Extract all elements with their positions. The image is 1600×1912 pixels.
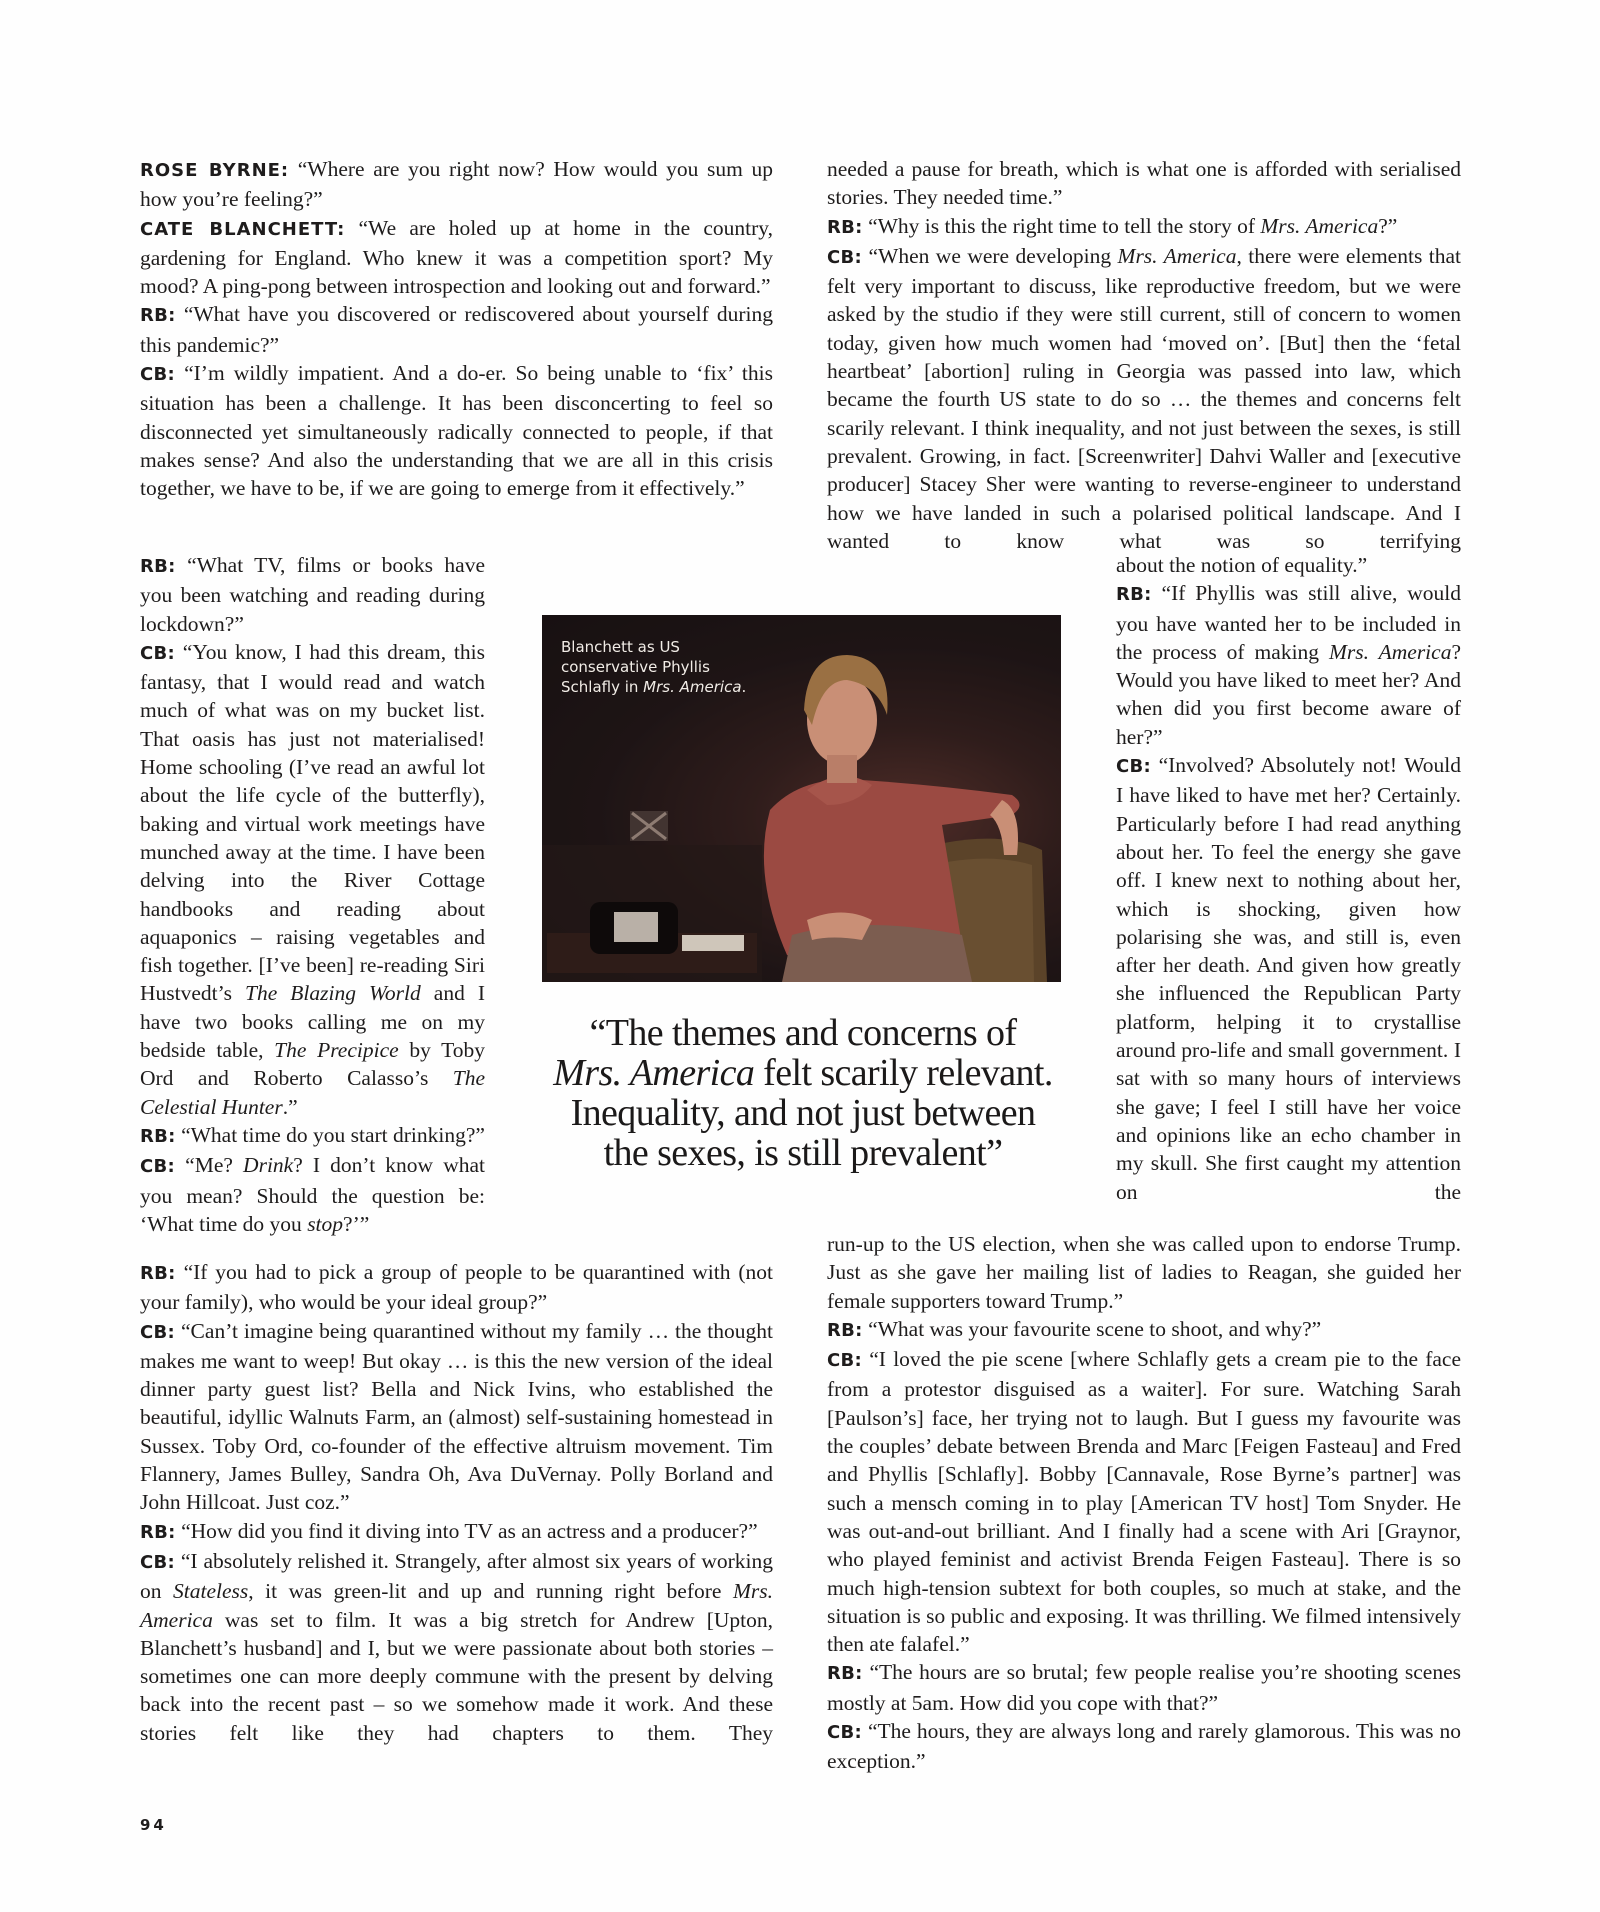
page-number: 94 [140,1816,167,1834]
qa-answer: CB: “Can’t imagine being quarantined without my family … the thought makes me want to weep! But okay … is this the new version of the ideal dinner party guest list? Bella and Nick Ivins, who established the beautiful, idyllic Walnuts Farm, an (almost) self-sustaining homestead in Sussex. Toby Ord, co-founder of the effective altruism movement. Tim Flannery, James Bulley, Sandra Oh, Ava DuVernay. Polly Borland and John Hillcoat. Just coz.” [140,1318,774,1515]
book-title: The Blazing World [245,981,421,1006]
right-column-bottom [827,1230,1461,1776]
speaker-label: RB: [140,1263,176,1284]
speaker-label: CB: [827,246,863,268]
speaker-label: ROSE BYRNE: [140,160,290,181]
speaker-label: CB: [140,642,176,664]
qa-question: RB: “If you had to pick a group of people to be quarantined with (not your family), who would be your ideal group?” [140,1260,773,1315]
qa-answer: CB: “Involved? Absolutely not! Would I have liked to have met her? Certainly. Particularly before I had read anything about her. To feel the energy she gave off. I knew next to nothing about her, which is shocking, given how polarising she was, and still is, even after her death. And given how greatly she influenced the Republican Party platform, helping it to crystallise around pro-life and small government. I sat with so many hours of interviews she gave; I feel I still have her voice and opinions like an echo chamber in my skull. She first caught my attention on the [1116,753,1461,1204]
speaker-label: RB: [827,1319,863,1341]
right-column-narrow [1116,551,1461,1206]
speaker-label: RB: [827,1663,863,1685]
right-column-top [827,155,1461,555]
book-title: The Precipice [274,1038,399,1063]
qa-answer: CB: “The hours, they are always long and rarely glamorous. This was no exception.” [827,1719,1462,1774]
qa-answer: CB: “I’m wildly impatient. And a do-er. So being unable to ‘fix’ this situation has been a challenge. It has been disconcerting to feel so disconnected yet simultaneously radically connected to people, if that makes sense? And also the understanding that we are all in this crisis together, we have to be, if we are going to emerge from it effectively.” [140,361,773,501]
speaker-label: CB: [827,1722,863,1744]
qa-question: RB: “The hours are so brutal; few people realise you’re shooting scenes mostly at 5am. How did you cope with that?” [827,1660,1461,1715]
qa-answer-continued: run-up to the US election, when she was called upon to endorse Trump. Just as she gave her mailing list of ladies to Reagan, she guided her female supporters toward Trump.” [827,1232,1461,1313]
speaker-label: RB: [827,216,863,238]
qa-question: RB: “Why is this the right time to tell the story of Mrs. America?” [827,213,1398,238]
speaker-label: RB: [140,1521,176,1543]
left-column-narrow [140,551,485,1238]
qa-answer: CATE BLANCHETT: “We are holed up at home in the country, gardening for England. Who knew it was a competition sport? My mood? A ping-pong between introspection and looking out and forward.” [140,215,773,299]
still-photo-mrs-america [542,615,1061,982]
qa-answer-end: about the notion of equality.” [1116,553,1368,577]
qa-answer: CB: “You know, I had this dream, this fantasy, that I would read and watch much of what was on my bucket list. That oasis has just not materialised! Home schooling (I’ve read an awful lot about the life cycle of the butterfly), baking and virtual work meetings have munched away at the time. I have been delving into the River Cottage handbooks and reading about aquaponics – raising vegetables and fish together. [I’ve been] re-reading Siri Hustvedt’s The Blazing World and I have two books calling me on my bedside table, The Precipice by Toby Ord and Roberto Calasso’s The Celestial Hunter.” [140,639,485,1119]
speaker-label: CB: [140,364,176,386]
speaker-label: CB: [1116,756,1152,778]
speaker-label: CATE BLANCHETT: [140,218,346,240]
qa-question: RB: “What TV, films or books have you been watching and reading during lockdown?” [140,553,486,636]
qa-question: RB: “How did you find it diving into TV as an actress and a producer?” [140,1518,758,1543]
qa-question: ROSE BYRNE: “Where are you right now? How would you sum up how you’re feeling?” [140,157,773,212]
left-column-bottom [140,1258,773,1747]
speaker-label: CB: [827,1350,863,1372]
qa-answer: CB: “Me? Drink? I don’t know what you mean? Should the question be: ‘What time do you stop?’” [140,1153,485,1236]
speaker-label: RB: [140,305,176,327]
speaker-label: RB: [1116,584,1152,606]
qa-answer-continued: needed a pause for breath, which is what one is afforded with serialised stories. They needed time.” [827,157,1461,210]
speaker-label: CB: [140,1321,176,1343]
speaker-label: CB: [140,1156,176,1178]
qa-question: RB: “What time do you start drinking?” [140,1122,485,1147]
left-column-top [140,155,773,503]
pull-quote: “The themes and concerns of Mrs. America felt scarily relevant. Inequality, and not just between the sexes, is still prevalent” [553,1012,1053,1174]
photo-caption: Blanchett as US conservative Phyllis Schlafly in Mrs. America. [561,638,747,696]
qa-question: RB: “If Phyllis was still alive, would you have wanted her to be included in the process of making Mrs. America? Would you have liked to meet her? And when did you first become aware of her?” [1116,581,1462,749]
speaker-label: CB: [140,1551,176,1573]
speaker-label: RB: [140,556,176,577]
qa-answer: CB: “I absolutely relished it. Strangely, after almost six years of working on Stateless, it was green-lit and up and running right before Mrs. America was set to film. It was a big stretch for Andrew [Upton, Blanchett’s husband] and I, but we were passionate about both stories – sometimes one can more deeply commune with the present by delving back into the recent past – so we somehow made it work. And these stories felt like they had chapters to them. They [140,1548,773,1745]
book-title: The Celestial Hunter [140,1066,485,1119]
qa-question: RB: “What have you discovered or rediscovered about yourself during this pandemic?” [140,302,773,357]
speaker-label: RB: [140,1125,176,1147]
qa-question: RB: “What was your favourite scene to shoot, and why?” [827,1316,1322,1341]
qa-answer: CB: “I loved the pie scene [where Schlafly gets a cream pie to the face from a protestor disguised as a waiter]. For sure. Watching Sarah [Paulson’s] face, her trying not to laugh. But I guess my favourite was the couples’ debate between Brenda and Marc [Feigen Fasteau] and Fred and Phyllis [Schlafly]. Bobby [Cannavale, Rose Byrne’s partner] was such a mensch coming in to play [American TV host] Tom Snyder. He was out-and-out brilliant. And I finally had a scene with Ari [Graynor, who played feminist and activist Brenda Feigen Fasteau]. There is so much high-tension subtext for both couples, so much at stake, and the situation is so public and exposing. It was thrilling. We filmed intensively then ate falafel.” [827,1347,1462,1657]
qa-answer: CB: “When we were developing Mrs. America, there were elements that felt very important to discuss, like reproductive freedom, but we were asked by the studio if they were still current, still of concern to women today, given how much women had ‘moved on’. [But] then the ‘fetal heartbeat’ [abortion] ruling in Georgia was passed into law, which became the fourth US state to do so … the themes and concerns felt scarily relevant. I think inequality, and not just between the sexes, is still prevalent. Growing, in fact. [Screenwriter] Dahvi Waller and [executive producer] Stacey Sher were wanting to reverse-engineer to understand how we have landed in such a polarised political landscape. And I wanted to know what was so terrifying [827,243,1462,553]
